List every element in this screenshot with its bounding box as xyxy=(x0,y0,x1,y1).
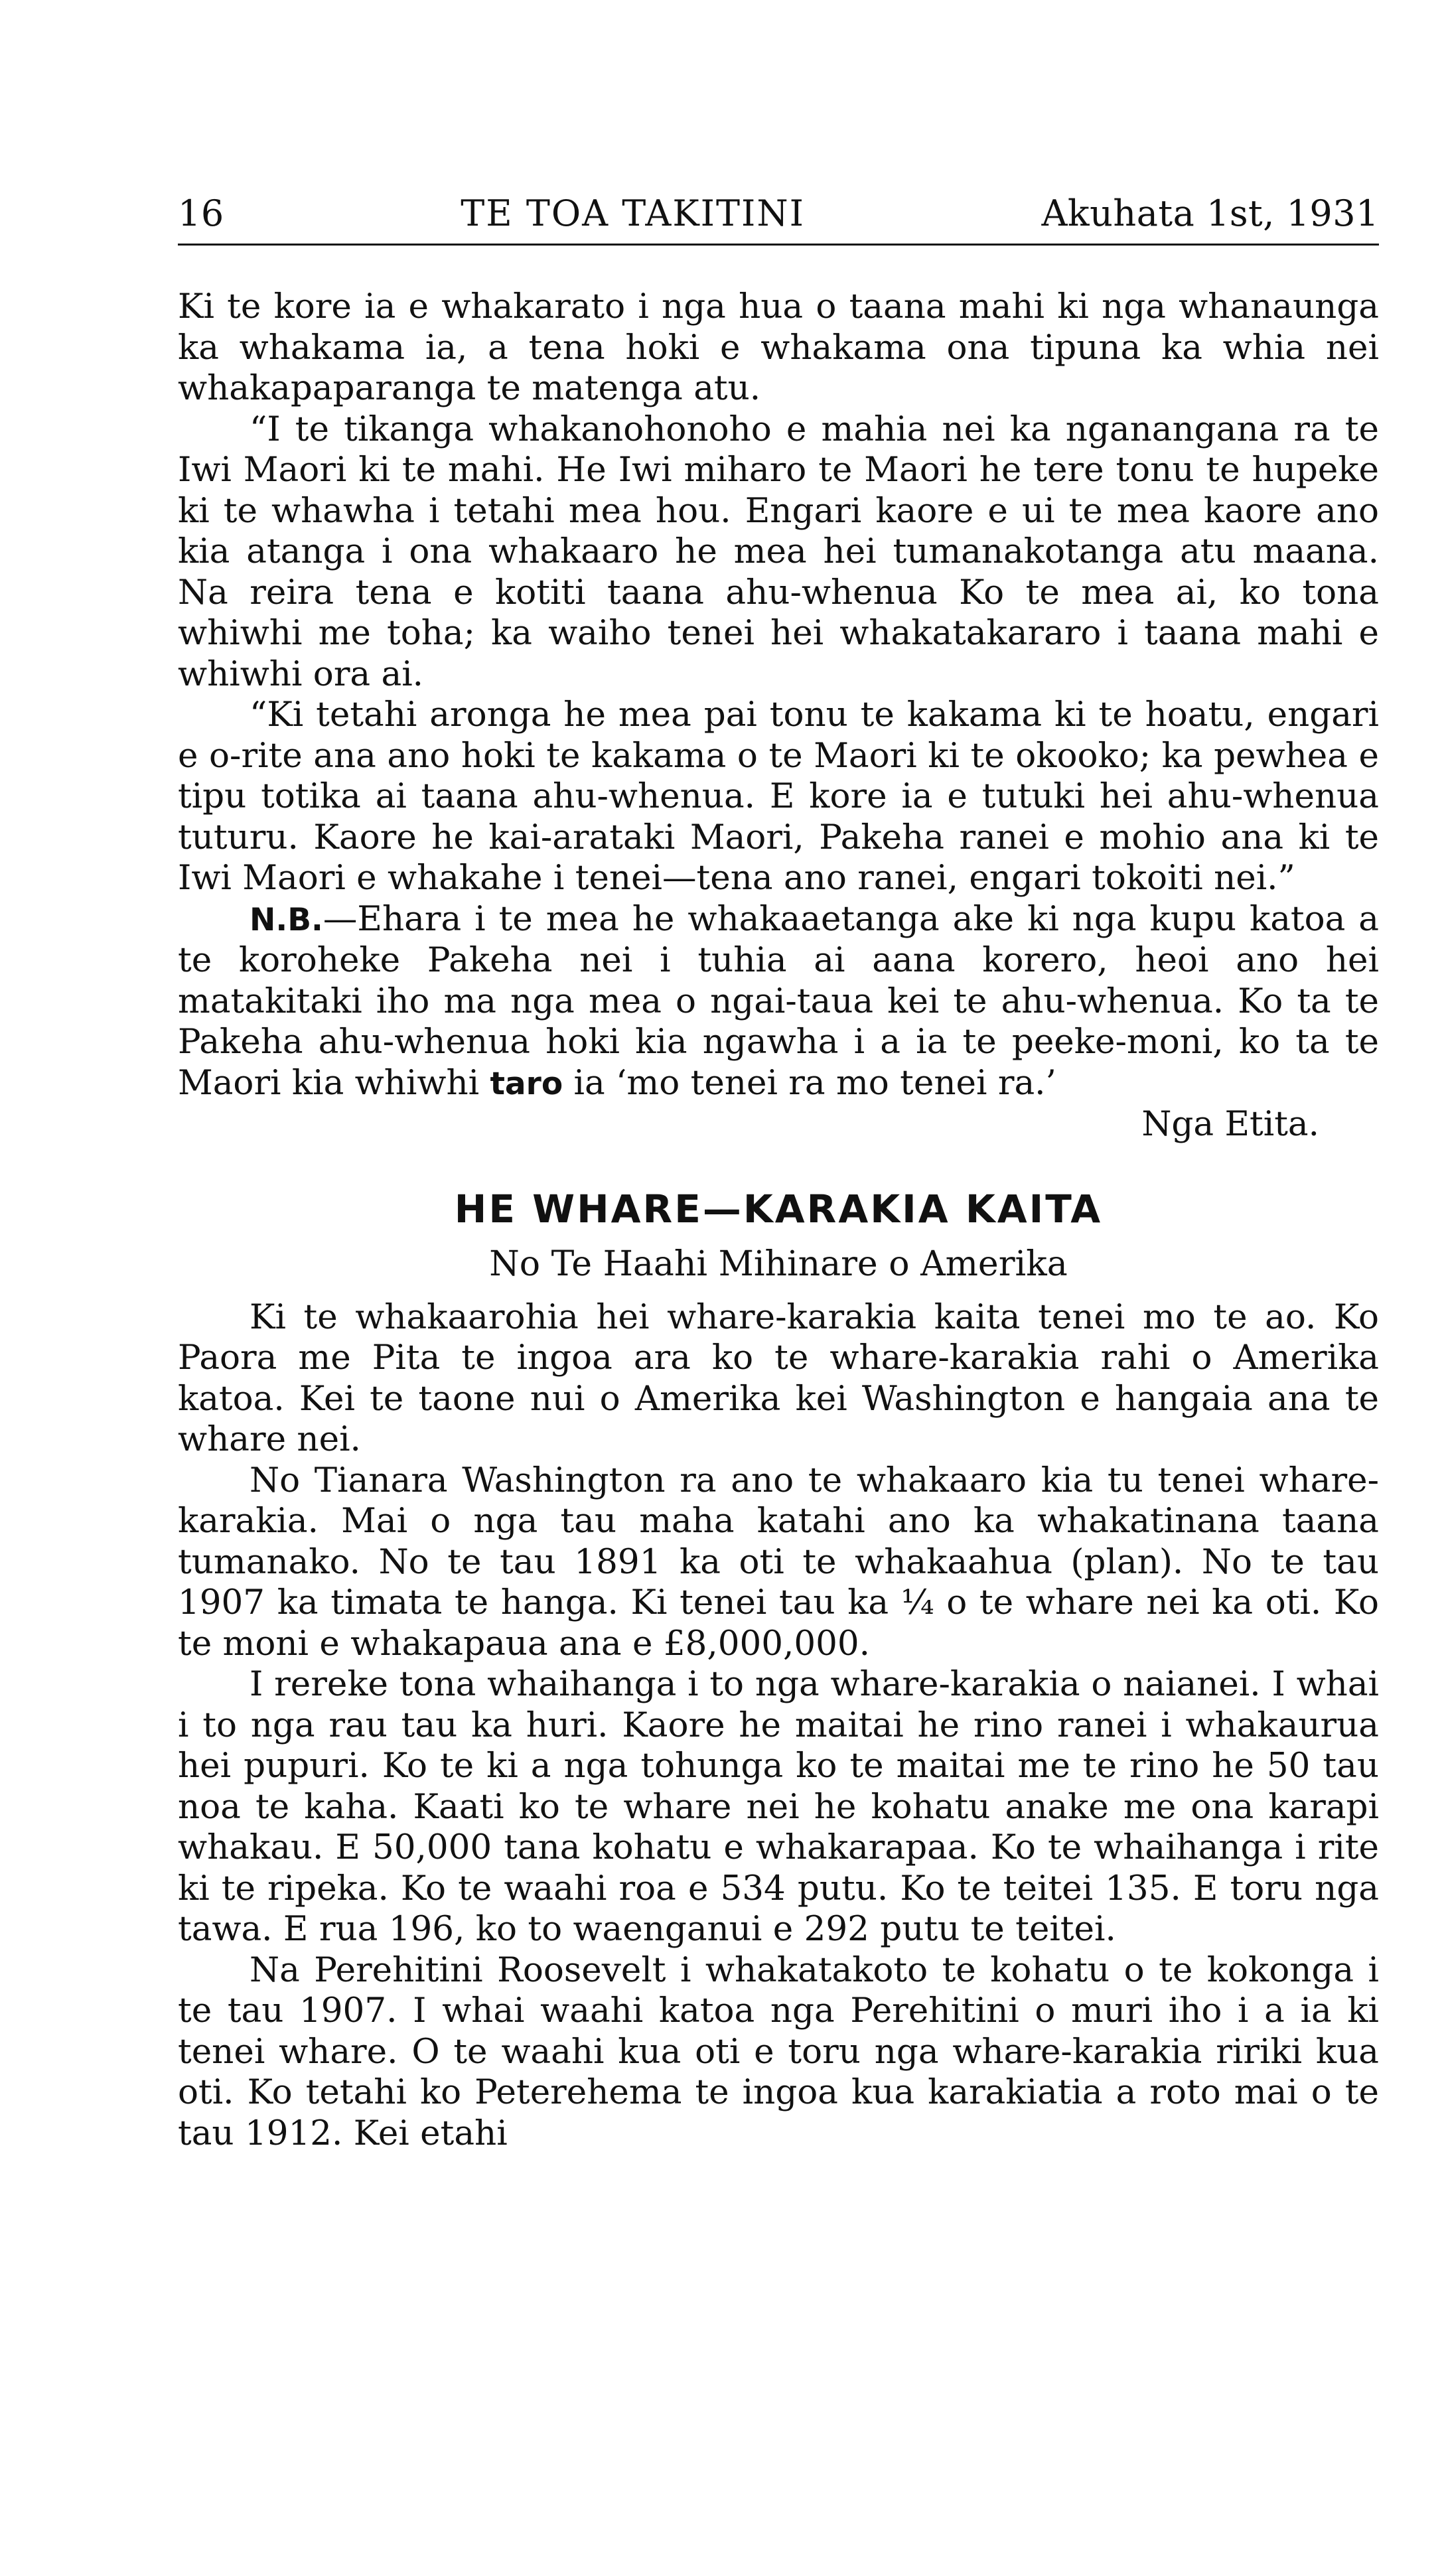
page xyxy=(178,192,1379,2154)
article-heading: HE WHARE—KARAKIA KAITA xyxy=(454,1186,1103,1232)
nb-text-end: ia ‘mo tenei ra mo tenei ra.’ xyxy=(563,1062,1056,1103)
nb-label: N.B. xyxy=(250,901,323,938)
running-header xyxy=(178,192,1379,246)
paragraph: Na Perehitini Roosevelt i whakatakoto te kohatu o te kokonga i te tau 1907. I whai waahi katoa nga Perehitini o muri iho i a ia ki tenei whare. O te waahi kua oti e toru nga whare-karakia ririki kua oti. Ko tetahi ko Peterehema te ingoa kua karakiatia a roto mai o te tau 1912. Kei etahi xyxy=(178,1950,1379,2153)
paragraph: Ki te whakaarohia hei whare-karakia kaita tenei mo te ao. Ko Paora me Pita te ingoa ara ko te whare-karakia rahi o Amerika katoa. Kei te taone nui o Amerika kei Washington e hangaia ana te whare nei. xyxy=(178,1297,1379,1459)
paragraph: Ki te kore ia e whakarato i nga hua o taana mahi ki nga whanaunga ka whakama ia, a tena hoki e whakama ona tipuna ka whia nei whakapaparanga te matenga atu. xyxy=(178,287,1379,408)
nb-emphasis: taro xyxy=(490,1065,563,1102)
editor-signature: Nga Etita. xyxy=(1141,1104,1319,1144)
nb-text: —Ehara i te mea he whakaaetanga ake ki nga kupu katoa a te koroheke Pakeha nei i tuhia ai aana korero, heoi ano hei matakitaki iho ma nga mea o ngai-taua kei te ahu-whenua. Ko ta te Pakeha ahu-whenua hoki kia ngawha i a ia te peeke-moni, ko ta te Maori kia whiwhi xyxy=(178,898,1379,1103)
article-subheading: No Te Haahi Mihinare o Amerika xyxy=(489,1244,1068,1284)
publication-title: TE TOA TAKITINI xyxy=(461,192,805,234)
paragraph: I rereke tona whaihanga i to nga whare-karakia o naianei. I whai i to nga rau tau ka huri. Kaore he maitai he rino ranei i whakaurua hei pupuri. Ko te ki a nga tohunga ko te maitai me te rino he 50 tau noa te kaha. Kaati ko te whare nei he kohatu anake me ona karapi whakau. E 50,000 tana kohatu e whakarapaa. Ko te whaihanga i rite ki te ripeka. Ko te waahi roa e 534 putu. Ko te teitei 135. E toru nga tawa. E rua 196, ko to waenganui e 292 putu te teitei. xyxy=(178,1664,1379,1949)
paragraph: “Ki tetahi aronga he mea pai tonu te kakama ki te hoatu, engari e o-rite ana ano hoki te kakama o te Maori ki te okooko; ka pewhea e tipu totika ai taana ahu-whenua. E kore ia e tutuki hei ahu-whenua tuturu. Kaore he kai-arataki Maori, Pakeha ranei e mohio ana ki te Iwi Maori e whakahe i tenei—tena ano ranei, engari tokoiti nei.” xyxy=(178,695,1379,898)
page-number: 16 xyxy=(178,192,224,234)
issue-date: Akuhata 1st, 1931 xyxy=(1041,192,1379,234)
paragraph: “I te tikanga whakanohonoho e mahia nei ka nganangana ra te Iwi Maori ki te mahi. He Iwi miharo te Maori he tere tonu te hupeke ki te whawha i tetahi mea hou. Engari kaore e ui te mea kaore ano kia atanga i ona whakaaro he mea hei tumanakotanga atu maana. Na reira tena e kotiti taana ahu-whenua Ko te mea ai, ko tona whiwhi me toha; ka waiho tenei hei whakatakararo i taana mahi e whiwhi ora ai. xyxy=(178,409,1379,694)
paragraph: No Tianara Washington ra ano te whakaaro kia tu tenei whare-karakia. Mai o nga tau maha katahi ano ka whakatinana taana tumanako. No te tau 1891 ka oti te whakaahua (plan). No te tau 1907 ka timata te hanga. Ki tenei tau ka ¼ o te whare nei ka oti. Ko te moni e whakapaua ana e £8,000,000. xyxy=(178,1460,1379,1664)
nb-paragraph xyxy=(178,899,1379,1105)
article-body xyxy=(178,287,1379,2154)
